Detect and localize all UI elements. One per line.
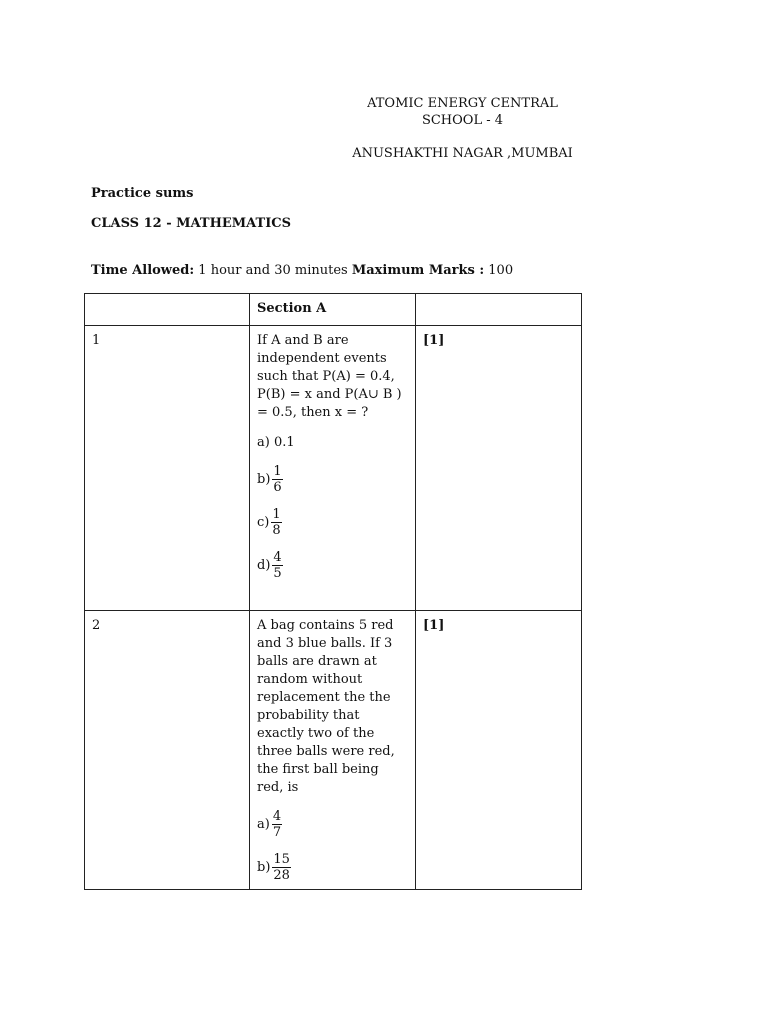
option-label: c) xyxy=(257,514,270,530)
option-label: b) xyxy=(257,859,271,875)
fraction xyxy=(271,507,281,538)
option-b xyxy=(257,464,409,495)
fraction-denominator: 5 xyxy=(273,566,282,581)
question-marks: [1] xyxy=(416,611,582,890)
question-marks: [1] xyxy=(416,326,582,611)
class-title: CLASS 12 - MATHEMATICS xyxy=(91,216,292,231)
fraction-numerator: 1 xyxy=(273,464,282,479)
section-header-row xyxy=(85,294,582,326)
question-row xyxy=(85,326,582,611)
option-label: a) 0.1 xyxy=(257,435,295,450)
fraction-denominator: 8 xyxy=(272,523,281,538)
section-title: Section A xyxy=(250,294,416,326)
fraction xyxy=(272,550,282,581)
school-name-line1: ATOMIC ENERGY CENTRAL xyxy=(367,96,558,111)
school-address: ANUSHAKTHI NAGAR ,MUMBAI xyxy=(352,146,573,161)
question-body xyxy=(250,611,416,890)
fraction-numerator: 1 xyxy=(272,507,281,522)
option-a xyxy=(257,434,409,452)
fraction-numerator: 15 xyxy=(273,852,290,867)
option-c xyxy=(257,507,409,538)
questions-table xyxy=(84,293,582,890)
option-b xyxy=(257,852,409,883)
section-header-empty-left xyxy=(85,294,250,326)
fraction-denominator: 7 xyxy=(272,825,282,840)
question-body xyxy=(250,326,416,611)
max-marks-value: 100 xyxy=(484,263,514,278)
section-header-empty-right xyxy=(416,294,582,326)
option-label: a) xyxy=(257,816,270,832)
question-number: 2 xyxy=(85,611,250,890)
time-allowed-label: Time Allowed: xyxy=(91,263,195,278)
practice-title: Practice sums xyxy=(91,186,194,201)
fraction xyxy=(272,464,282,495)
fraction-denominator: 28 xyxy=(273,868,290,883)
question-row xyxy=(85,611,582,890)
question-text: If A and B are independent events such that P(A) = 0.4, P(B) = x and P(A∪ B ) = 0.5, then x = ? xyxy=(257,333,402,420)
fraction-denominator: 6 xyxy=(273,480,282,495)
option-d xyxy=(257,550,409,581)
fraction xyxy=(272,852,291,883)
fraction-numerator: 4 xyxy=(272,809,282,824)
option-a xyxy=(257,809,409,840)
fraction-numerator: 4 xyxy=(273,550,282,565)
option-label: b) xyxy=(257,471,271,487)
max-marks-label: Maximum Marks : xyxy=(351,263,485,278)
school-header xyxy=(340,95,585,162)
time-allowed-value: 1 hour and 30 minutes xyxy=(194,263,352,278)
option-label: d) xyxy=(257,557,271,573)
time-marks-line xyxy=(91,263,513,278)
fraction xyxy=(272,809,282,840)
question-text: A bag contains 5 red and 3 blue balls. If 3 balls are drawn at random without replacement the the probability that exactly two of the three balls were red, the first ball being red, is xyxy=(257,618,395,795)
question-number: 1 xyxy=(85,326,250,611)
school-name-line2: SCHOOL - 4 xyxy=(421,113,504,128)
